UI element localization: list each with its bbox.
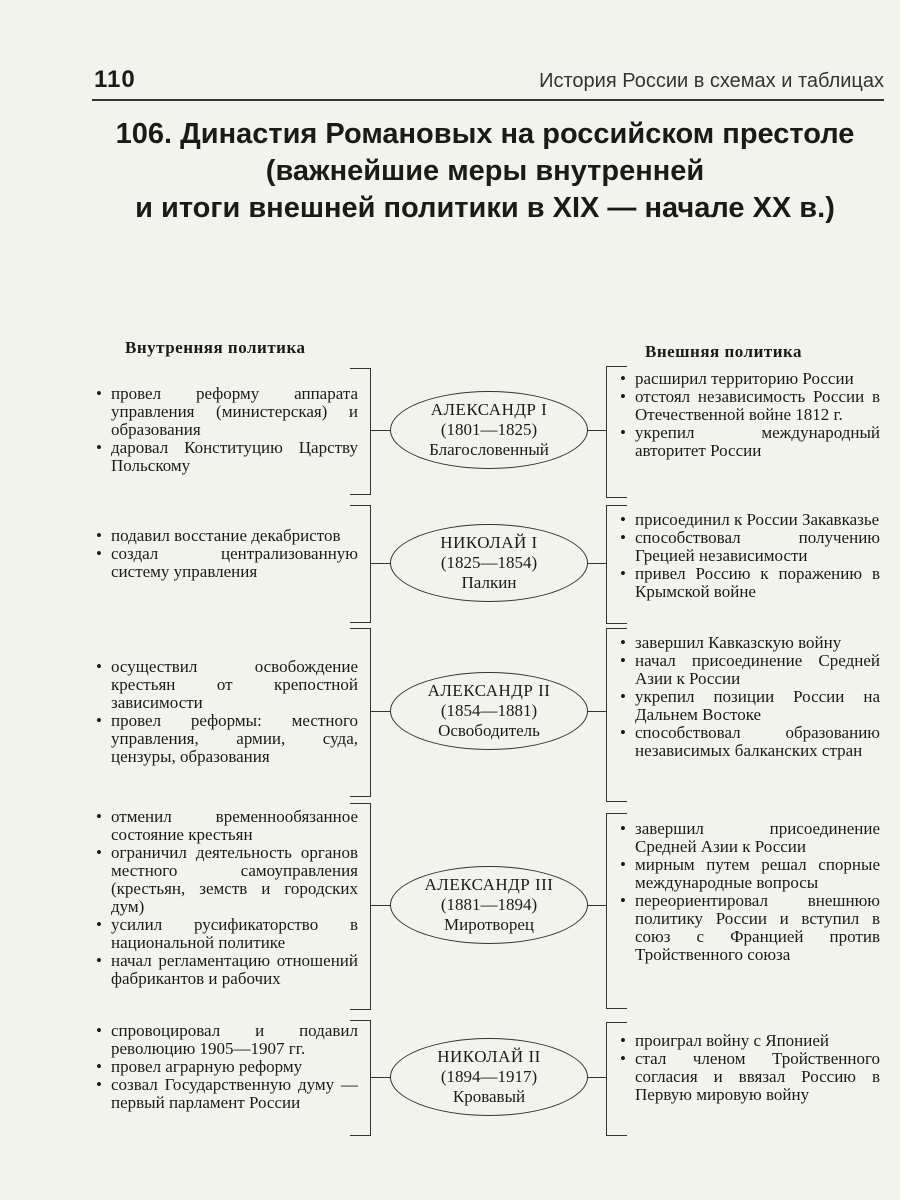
- list-item: • провел аграрную реформу: [90, 1058, 358, 1076]
- internal-policy-list: [90, 658, 358, 766]
- header-rule: [92, 99, 884, 101]
- ruler-oval: [390, 1038, 588, 1116]
- internal-policy-list: [90, 1022, 358, 1112]
- connector-line: [370, 563, 390, 564]
- ruler-oval: [390, 672, 588, 750]
- ruler-epithet: Палкин: [461, 573, 517, 592]
- ruler-oval: [390, 391, 588, 469]
- connector-line: [370, 1077, 390, 1078]
- left-bracket: [350, 628, 371, 797]
- internal-policy-list: [90, 527, 358, 581]
- connector-line: [588, 1077, 606, 1078]
- ruler-name: АЛЕКСАНДР II: [427, 681, 551, 700]
- ruler-years: (1854—1881): [440, 701, 538, 720]
- connector-line: [370, 905, 390, 906]
- left-bracket: [350, 1020, 371, 1136]
- connector-line: [588, 905, 606, 906]
- list-item: • созвал Государственную думу — первый парламент России: [90, 1076, 358, 1112]
- list-item: • стал членом Тройственного согласия и ввязал Россию в Первую мировую войну: [614, 1050, 880, 1104]
- left-bracket: [350, 803, 371, 1010]
- title-line: (важнейшие меры внутренней: [265, 155, 705, 187]
- list-item: • отстоял независимость России в Отечественной войне 1812 г.: [614, 388, 880, 424]
- ruler-years: (1881—1894): [440, 895, 538, 914]
- list-item: • способствовал получению Грецией независимости: [614, 529, 880, 565]
- list-item: • завершил Кавказскую войну: [614, 634, 880, 652]
- ruler-name: АЛЕКСАНДР III: [424, 875, 554, 894]
- list-item: • начал регламентацию отношений фабрикантов и рабочих: [90, 952, 358, 988]
- list-item: • завершил присоединение Средней Азии к России: [614, 820, 880, 856]
- list-item: • мирным путем решал спорные международные вопросы: [614, 856, 880, 892]
- list-item: • проиграл войну с Японией: [614, 1032, 880, 1050]
- connector-line: [588, 711, 606, 712]
- list-item: • укрепил позиции России на Дальнем Востоке: [614, 688, 880, 724]
- ruler-name: НИКОЛАЙ I: [440, 533, 538, 552]
- list-item: • подавил восстание декабристов: [90, 527, 358, 545]
- title-line: и итоги внешней политики в XIX — начале XX в.): [135, 192, 835, 224]
- ruler-epithet: Миротворец: [444, 915, 534, 934]
- external-policy-list: [614, 634, 880, 760]
- ruler-name: НИКОЛАЙ II: [437, 1047, 541, 1066]
- connector-line: [370, 430, 390, 431]
- ruler-epithet: Кровавый: [452, 1087, 526, 1106]
- internal-policy-list: [90, 385, 358, 475]
- running-head: История России в схемах и таблицах: [539, 70, 884, 92]
- left-bracket: [350, 505, 371, 623]
- list-item: • создал централизованную систему управления: [90, 545, 358, 581]
- external-policy-list: [614, 820, 880, 964]
- page-number: 110: [94, 66, 136, 93]
- list-item: • провел реформу аппарата управления (министерская) и образования: [90, 385, 358, 439]
- internal-policy-heading: Внутренняя политика: [125, 338, 306, 357]
- list-item: • способствовал образованию независимых балканских стран: [614, 724, 880, 760]
- ruler-years: (1801—1825): [440, 420, 538, 439]
- list-item: • привел Россию к поражению в Крымской войне: [614, 565, 880, 601]
- connector-line: [370, 711, 390, 712]
- external-policy-list: [614, 370, 880, 460]
- ruler-oval: [390, 524, 588, 602]
- connector-line: [588, 430, 606, 431]
- list-item: • отменил временнообязанное состояние крестьян: [90, 808, 358, 844]
- list-item: • переориентировал внешнюю политику России и вступил в союз с Францией против Тройственного союза: [614, 892, 880, 964]
- ruler-oval: [390, 866, 588, 944]
- external-policy-list: [614, 511, 880, 601]
- external-policy-list: [614, 1032, 880, 1104]
- list-item: • провел реформы: местного управления, армии, суда, цензуры, образования: [90, 712, 358, 766]
- list-item: • начал присоединение Средней Азии к России: [614, 652, 880, 688]
- list-item: • расширил территорию России: [614, 370, 880, 388]
- ruler-years: (1825—1854): [440, 553, 538, 572]
- connector-line: [588, 563, 606, 564]
- list-item: • укрепил международный авторитет России: [614, 424, 880, 460]
- external-policy-heading: Внешняя политика: [645, 342, 803, 361]
- page-title: [100, 116, 870, 227]
- list-item: • усилил русификаторство в национальной политике: [90, 916, 358, 952]
- ruler-epithet: Освободитель: [438, 721, 540, 740]
- list-item: • даровал Конституцию Царству Польскому: [90, 439, 358, 475]
- ruler-epithet: Благословенный: [429, 440, 549, 459]
- list-item: • присоединил к России Закавказье: [614, 511, 880, 529]
- ruler-name: АЛЕКСАНДР I: [430, 400, 548, 419]
- list-item: • спровоцировал и подавил революцию 1905—1907 гг.: [90, 1022, 358, 1058]
- left-bracket: [350, 368, 371, 495]
- title-line: 106. Династия Романовых на российском престоле: [115, 118, 855, 150]
- internal-policy-list: [90, 808, 358, 988]
- list-item: • ограничил деятельность органов местного самоуправления (крестьян, земств и городских дум): [90, 844, 358, 916]
- list-item: • осуществил освобождение крестьян от крепостной зависимости: [90, 658, 358, 712]
- ruler-years: (1894—1917): [440, 1067, 538, 1086]
